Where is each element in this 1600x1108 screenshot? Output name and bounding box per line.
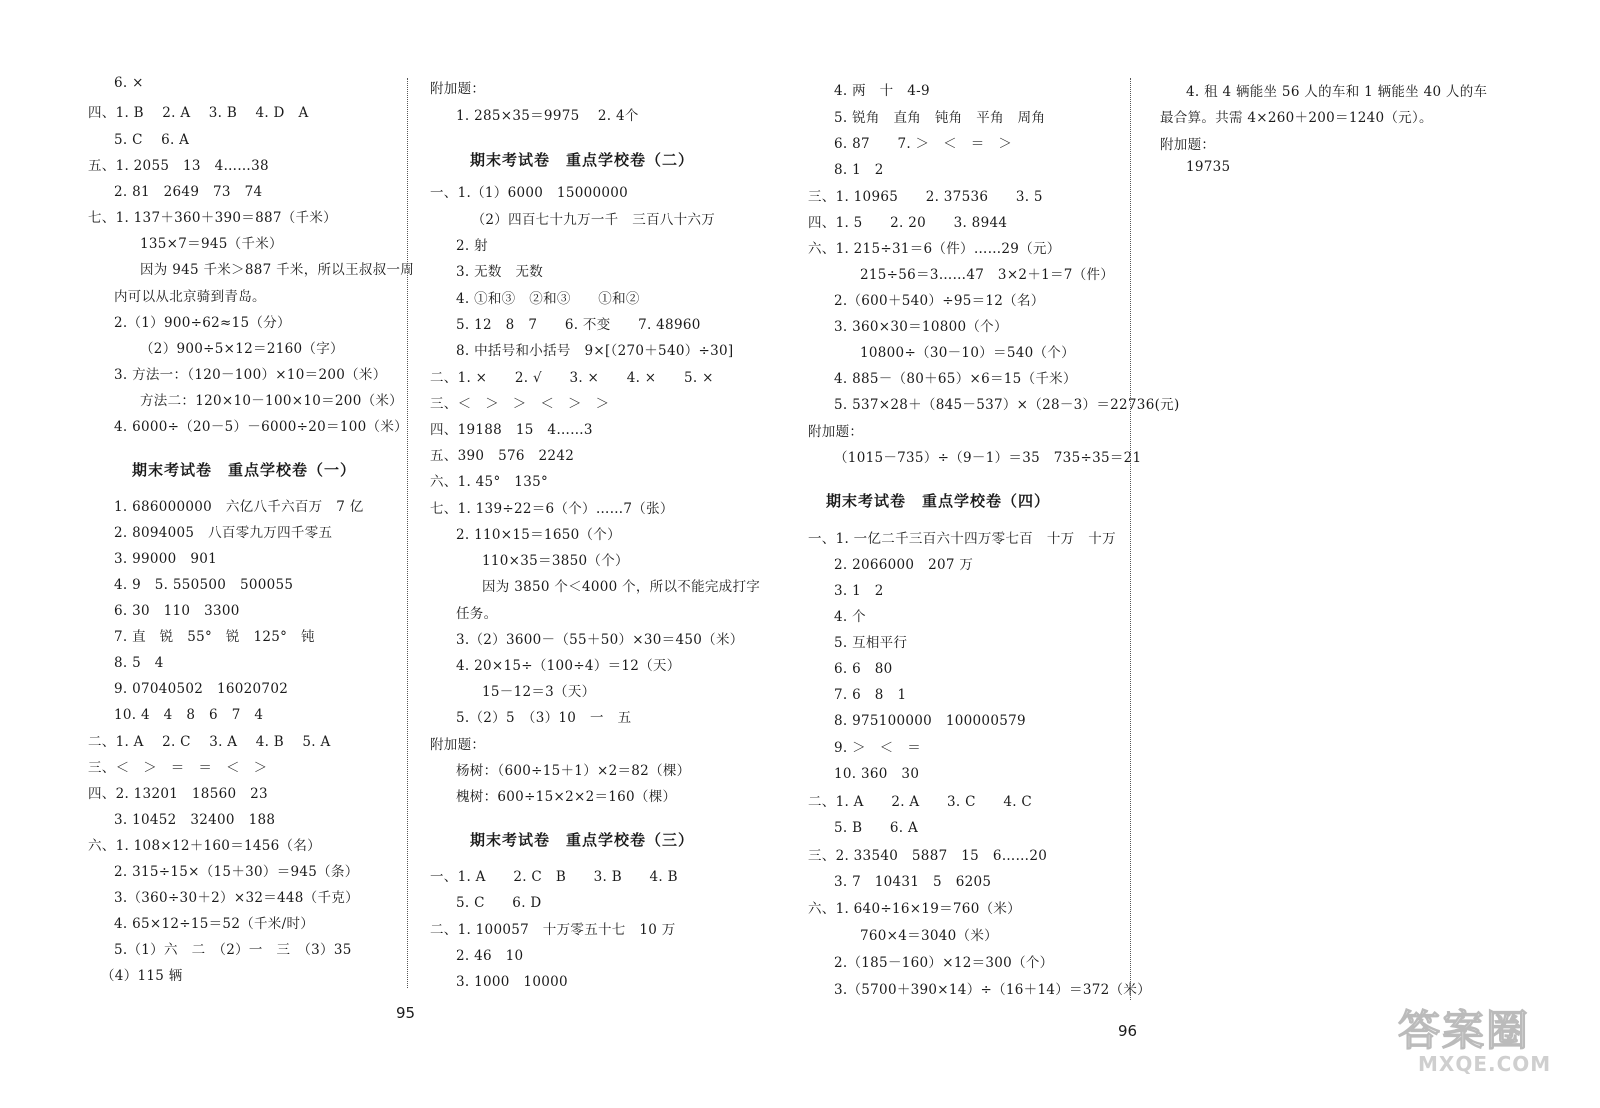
page-number: 95	[396, 1004, 416, 1022]
answer-line: 2.（600＋540）÷95＝12（名）	[834, 293, 1045, 309]
answer-line: 10800÷（30－10）＝540（个）	[860, 345, 1075, 361]
answer-line: 二、1. A 2. C 3. A 4. B 5. A	[88, 734, 331, 750]
answer-line: 附加题：	[430, 737, 486, 753]
answer-line: 六、1. 215÷31＝6（件）……29（元）	[808, 241, 1061, 257]
answer-line: 任务。	[456, 606, 498, 622]
answer-line: 8. 1 2	[834, 162, 884, 178]
answer-line: 5. 12 8 7 6. 不变 7. 48960	[456, 317, 701, 333]
answer-line: 5. C 6. D	[456, 895, 542, 911]
answer-line: 135×7＝945（千米）	[140, 236, 283, 252]
answer-line: 7. 直 锐 55° 锐 125° 钝	[114, 629, 315, 645]
answer-line: 六、1. 108×12＋160＝1456（名）	[88, 838, 321, 854]
answer-line: 760×4＝3040（米）	[860, 928, 998, 944]
answer-line: 3. 99000 901	[114, 551, 217, 567]
answer-line: 2. 110×15＝1650（个）	[456, 527, 621, 543]
answer-line: 4. 租 4 辆能坐 56 人的车和 1 辆能坐 40 人的车	[1186, 84, 1488, 100]
answer-line: 4. ①和③ ②和③ ①和②	[456, 291, 640, 307]
answer-line: 二、1. 100057 十万零五十七 10 万	[430, 922, 676, 938]
answer-line: 9. ＞ ＜ ＝	[834, 740, 922, 756]
answer-line: 3.（2）3600－（55＋50）×30＝450（米）	[456, 632, 744, 648]
answer-line: 三、2. 33540 5887 15 6……20	[808, 848, 1048, 864]
answer-line: 6. 87 7. ＞ ＜ ＝ ＞	[834, 136, 1013, 152]
answer-line: 五、390 576 2242	[430, 448, 575, 464]
answer-line: 4. 两 十 4-9	[834, 83, 930, 99]
answer-line: 19735	[1186, 159, 1231, 175]
answer-line: 5. C 6. A	[114, 132, 190, 148]
watermark-url: MXQE.COM	[1418, 1052, 1552, 1076]
answer-line: 三、1. 10965 2. 37536 3. 5	[808, 189, 1043, 205]
answer-line: 2.（1）900÷62≈15（分）	[114, 315, 291, 331]
answer-line: 2. 2066000 207 万	[834, 557, 974, 573]
answer-line: 4. 885－（80＋65）×6＝15（千米）	[834, 371, 1077, 387]
answer-line: 四、1. B 2. A 3. B 4. D A	[88, 105, 309, 121]
column-divider-right	[1130, 78, 1131, 1000]
answer-line: 2. 8094005 八百零九万四千零五	[114, 525, 333, 541]
answer-line: 3. 360×30＝10800（个）	[834, 319, 1008, 335]
answer-line: 2. 81 2649 73 74	[114, 184, 263, 200]
answer-line: 10. 4 4 8 6 7 4	[114, 707, 264, 723]
answer-line: 15－12＝3（天）	[482, 684, 596, 700]
answer-line: 5. B 6. A	[834, 820, 919, 836]
answer-line: 2.（185－160）×12＝300（个）	[834, 955, 1054, 971]
answer-line: 4. 个	[834, 609, 866, 625]
answer-line: 五、1. 2055 13 4……38	[88, 158, 269, 174]
answer-line: 4. 20×15÷（100÷4）＝12（天）	[456, 658, 681, 674]
answer-line: 内可以从北京骑到青岛。	[114, 289, 266, 305]
answer-line: 四、1. 5 2. 20 3. 8944	[808, 215, 1008, 231]
answer-line: 一、1. A 2. C B 3. B 4. B	[430, 869, 678, 885]
answer-line: 三、＜ ＞ ＞ ＜ ＞ ＞	[430, 396, 610, 412]
answer-line: （2）四百七十九万一千 三百八十六万	[471, 212, 716, 228]
answer-line: 4. 9 5. 550500 500055	[114, 577, 294, 593]
answer-line: 3.（5700＋390×14）÷（16＋14）＝372（米）	[834, 982, 1151, 998]
answer-line: 1. 285×35＝9975 2. 4个	[456, 108, 639, 124]
answer-line: 二、1. A 2. A 3. C 4. C	[808, 794, 1033, 810]
section-heading: 期末考试卷 重点学校卷（二）	[470, 151, 695, 169]
answer-line: （2）900÷5×12＝2160（字）	[140, 341, 344, 357]
page-number: 96	[1118, 1022, 1138, 1040]
answer-line: 2. 46 10	[456, 948, 524, 964]
answer-line: 最合算。共需 4×260＋200＝1240（元）。	[1160, 110, 1433, 126]
answer-line: 3. 方法一：（120－100）×10＝200（米）	[114, 367, 387, 383]
answer-line: （4）115 辆	[101, 968, 183, 984]
answer-line: 3. 无数 无数	[456, 264, 544, 280]
answer-line: 5.（2）5 （3）10 一 五	[456, 710, 632, 726]
answer-line: 附加题：	[808, 424, 864, 440]
answer-line: 8. 5 4	[114, 655, 164, 671]
answer-line: 2. 315÷15×（15＋30）＝945（条）	[114, 864, 359, 880]
answer-line: 杨树：（600÷15＋1）×2＝82（棵）	[456, 763, 691, 779]
answer-line: 3. 1000 10000	[456, 974, 568, 990]
answer-line: 1. 686000000 六亿八千六百万 7 亿	[114, 499, 364, 515]
answer-line: 四、2. 13201 18560 23	[88, 786, 268, 802]
answer-line: 110×35＝3850（个）	[482, 553, 629, 569]
answer-line: 六、1. 45° 135°	[430, 474, 549, 490]
answer-line: 三、＜ ＞ ＝ ＝ ＜ ＞	[88, 760, 268, 776]
answer-line: 7. 6 8 1	[834, 687, 907, 703]
answer-line: 8. 中括号和小括号 9×[（270＋540）÷30]	[456, 343, 734, 359]
answer-line: 方法二：120×10－100×10＝200（米）	[140, 393, 403, 409]
answer-line: 七、1. 139÷22＝6（个）……7（张）	[430, 501, 674, 517]
answer-line: 5. 537×28＋（845－537）×（28－3）＝22736(元)	[834, 397, 1180, 413]
answer-line: 5. 互相平行	[834, 635, 908, 651]
answer-line: 槐树：600÷15×2×2＝160（棵）	[456, 789, 677, 805]
answer-line: 一、1.（1）6000 15000000	[430, 185, 629, 201]
answer-line: 附加题：	[430, 81, 486, 97]
section-heading: 期末考试卷 重点学校卷（一）	[132, 461, 357, 479]
answer-line: 6. 6 80	[834, 661, 893, 677]
answer-line: 七、1. 137＋360＋390＝887（千米）	[88, 210, 337, 226]
answer-line: 四、19188 15 4……3	[430, 422, 593, 438]
answer-line: 3. 7 10431 5 6205	[834, 874, 992, 890]
answer-line: 因为 945 千米＞887 千米，所以王叔叔一周	[140, 262, 415, 278]
section-heading: 期末考试卷 重点学校卷（三）	[470, 831, 695, 849]
answer-line: 215÷56＝3……47 3×2＋1＝7（件）	[860, 267, 1115, 283]
answer-line: 8. 975100000 100000579	[834, 713, 1026, 729]
answer-line: 6. ×	[114, 75, 144, 91]
answer-line: 3. 10452 32400 188	[114, 812, 276, 828]
answer-line: 5. 锐角 直角 钝角 平角 周角	[834, 110, 1046, 126]
answer-line: 4. 65×12÷15＝52（千米/时）	[114, 916, 315, 932]
answer-line: 6. 30 110 3300	[114, 603, 240, 619]
answer-line: 9. 07040502 16020702	[114, 681, 289, 697]
answer-line: 六、1. 640÷16×19＝760（米）	[808, 901, 1021, 917]
column-divider-left	[407, 78, 408, 988]
answer-line: 2. 射	[456, 238, 488, 254]
answer-line: 3. 1 2	[834, 583, 884, 599]
answer-line: 10. 360 30	[834, 766, 920, 782]
answer-line: 因为 3850 个＜4000 个，所以不能完成打字	[482, 579, 761, 595]
answer-line: 附加题：	[1160, 137, 1216, 153]
answer-line: 4. 6000÷（20－5）－6000÷20＝100（米）	[114, 419, 408, 435]
answer-line: 5.（1）六 二 （2）一 三 （3）35	[114, 942, 352, 958]
answer-line: 二、1. × 2. √ 3. × 4. × 5. ×	[430, 370, 714, 386]
watermark-logo-text: 答案圈	[1398, 1006, 1531, 1055]
answer-line: （1015－735）÷（9－1）＝35 735÷35＝21	[834, 450, 1142, 466]
section-heading: 期末考试卷 重点学校卷（四）	[826, 492, 1051, 510]
answer-line: 一、1. 一亿二千三百六十四万零七百 十万 十万	[808, 531, 1116, 547]
answer-line: 3.（360÷30＋2）×32＝448（千克）	[114, 890, 359, 906]
